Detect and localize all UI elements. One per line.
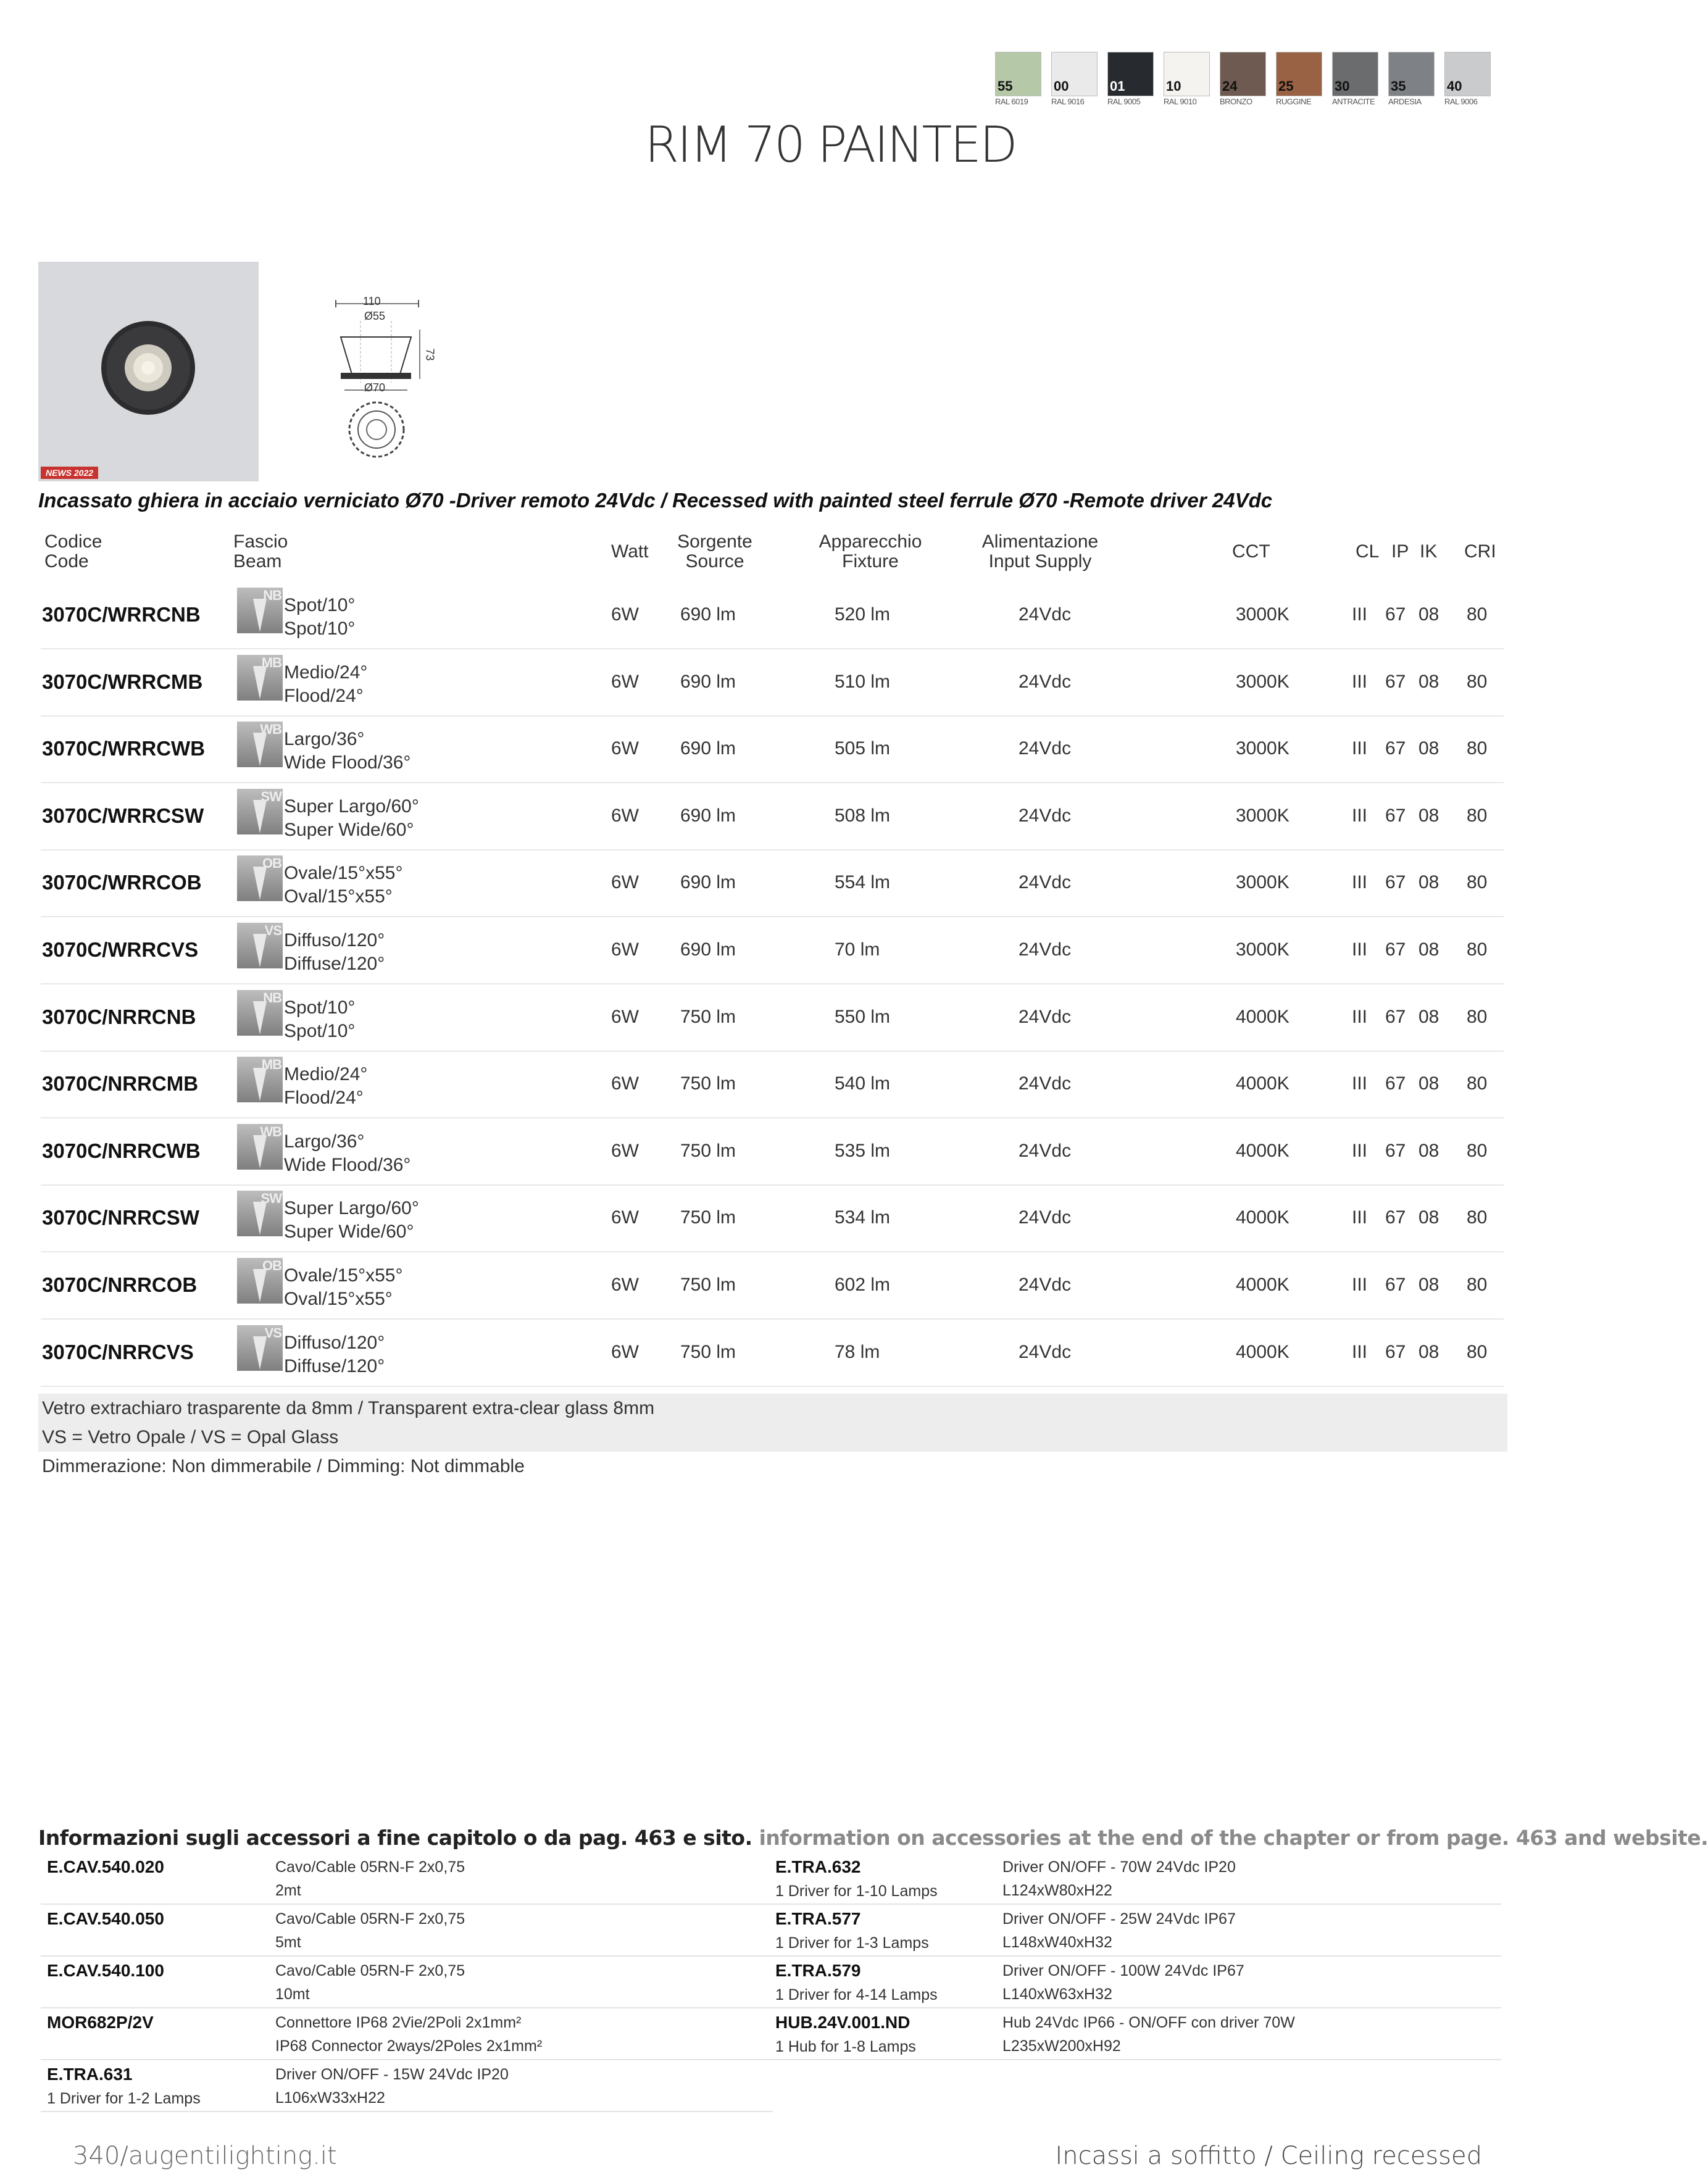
cell-cri: 80: [1467, 1275, 1488, 1295]
header-code: Codice Code: [44, 531, 102, 572]
cell-ip: 67: [1385, 604, 1406, 625]
accessory-desc: Cavo/Cable 05RN-F 2x0,75: [275, 1910, 465, 1928]
cell-ip: 67: [1385, 1140, 1406, 1161]
accessory-code: E.TRA.579: [775, 1961, 861, 1980]
swatch-chip: [1332, 52, 1378, 96]
product-code: 3070C/NRRCVS: [42, 1340, 194, 1363]
beam-text: Super Largo/60° Super Wide/60°: [284, 1198, 419, 1242]
cell-ip: 67: [1385, 939, 1406, 960]
accessory-desc: Cavo/Cable 05RN-F 2x0,75: [275, 1962, 465, 1979]
accessory-spec: IP68 Connector 2ways/2Poles 2x1mm²: [275, 2037, 543, 2055]
product-code: 3070C/NRRCNB: [42, 1005, 196, 1028]
cell-fixture: 520 lm: [835, 604, 891, 625]
note-opal: VS = Vetro Opale / VS = Opal Glass: [38, 1423, 1507, 1452]
cell-fixture: 550 lm: [835, 1006, 891, 1027]
beam-text: Ovale/15°x55° Oval/15°x55°: [284, 1265, 403, 1309]
cell-watt: 6W: [611, 805, 639, 826]
swatch-chip: [1051, 52, 1098, 96]
beam-icon: [237, 789, 283, 834]
swatch-code: 30: [1335, 78, 1350, 94]
beam-icon-label: VS: [264, 1325, 281, 1341]
swatch-code: 25: [1278, 78, 1294, 94]
cell-source: 690 lm: [680, 738, 736, 759]
beam-icon: [237, 588, 283, 633]
beam-icon-label: OB: [262, 1258, 281, 1273]
cell-fixture: 508 lm: [835, 805, 891, 826]
swatch-chip: [1388, 52, 1435, 96]
cell-cri: 80: [1467, 671, 1488, 692]
accessories-title-it: Informazioni sugli accessori a fine capitolo o da pag. 463 e sito.: [38, 1826, 752, 1850]
header-fixture: Apparecchio Fixture: [819, 531, 922, 572]
beam-text: Medio/24° Flood/24°: [284, 662, 368, 706]
cell-cri: 80: [1467, 939, 1488, 960]
table-row: [41, 1118, 1504, 1186]
cell-ik: 08: [1418, 1073, 1439, 1094]
cell-ik: 08: [1418, 939, 1439, 960]
beam-icon-label: NB: [263, 588, 281, 603]
swatch-chip: [995, 52, 1041, 96]
accessory-code: E.TRA.632: [775, 1857, 861, 1876]
cell-input: 24Vdc: [1019, 1207, 1072, 1228]
accessory-spec: 2mt: [275, 1882, 301, 1899]
cell-ip: 67: [1385, 872, 1406, 893]
beam-text: Diffuso/120° Diffuse/120°: [284, 930, 385, 974]
accessory-item: [769, 1853, 1501, 1905]
swatch-code: 24: [1222, 78, 1238, 94]
accessory-sub: 1 Hub for 1-8 Lamps: [775, 2038, 916, 2055]
swatch: [1051, 52, 1098, 106]
cell-cl: III: [1352, 805, 1368, 826]
cell-input: 24Vdc: [1019, 1006, 1072, 1027]
cell-fixture: 70 lm: [835, 939, 880, 960]
product-code: 3070C/WRRCMB: [42, 670, 203, 693]
cell-cct: 4000K: [1236, 1341, 1289, 1362]
swatch: [1444, 52, 1491, 106]
cell-ik: 08: [1418, 1341, 1439, 1362]
cell-watt: 6W: [611, 1207, 639, 1228]
cell-fixture: 554 lm: [835, 872, 891, 893]
cell-cct: 4000K: [1236, 1207, 1289, 1228]
swatch-ral: RUGGINE: [1276, 97, 1312, 106]
product-code: 3070C/WRRCWB: [42, 737, 206, 760]
swatch-code: 35: [1391, 78, 1406, 94]
accessory-sub: 1 Driver for 4-14 Lamps: [775, 1986, 938, 2003]
swatch-chip: [1107, 52, 1154, 96]
swatch-ral: BRONZO: [1220, 97, 1252, 106]
beam-icon: [237, 1124, 283, 1170]
swatch: [1220, 52, 1266, 106]
beam-text: Ovale/15°x55° Oval/15°x55°: [284, 863, 403, 907]
product-code: 3070C/NRRCMB: [42, 1072, 199, 1096]
beam-text: Super Largo/60° Super Wide/60°: [284, 796, 419, 840]
cell-fixture: 78 lm: [835, 1341, 880, 1362]
note-dimming: Dimmerazione: Non dimmerabile / Dimming: Not dimmable: [42, 1456, 525, 1476]
product-photo: [38, 262, 259, 481]
cell-source: 750 lm: [680, 1341, 736, 1362]
cell-cct: 3000K: [1236, 805, 1289, 826]
cell-watt: 6W: [611, 671, 639, 692]
accessory-spec: L235xW200xH92: [1002, 2037, 1121, 2055]
swatch-ral: ANTRACITE: [1332, 97, 1375, 106]
cell-cct: 4000K: [1236, 1073, 1289, 1094]
accessory-code: E.CAV.540.100: [47, 1961, 164, 1980]
cell-cl: III: [1352, 1275, 1368, 1295]
accessory-spec: 10mt: [275, 1986, 310, 2003]
accessory-item: [769, 1957, 1501, 2008]
cell-cct: 3000K: [1236, 604, 1289, 625]
dim-d70: Ø70: [364, 381, 386, 394]
cell-fixture: 510 lm: [835, 671, 891, 692]
beam-icon-label: NB: [263, 989, 281, 1005]
notes: [38, 1394, 1507, 1481]
product-code: 3070C/WRRCNB: [42, 603, 201, 626]
accessory-item: [41, 1853, 773, 1905]
product-code: 3070C/WRRCVS: [42, 938, 199, 961]
header-beam: Fascio Beam: [233, 531, 288, 572]
cell-cri: 80: [1467, 805, 1488, 826]
accessory-desc: Connettore IP68 2Vie/2Poli 2x1mm²: [275, 2014, 522, 2031]
cell-ik: 08: [1418, 738, 1439, 759]
beam-text: Largo/36° Wide Flood/36°: [284, 729, 411, 773]
cell-ip: 67: [1385, 738, 1406, 759]
accessory-item: [41, 1905, 773, 1957]
cell-input: 24Vdc: [1019, 872, 1072, 893]
cell-cct: 3000K: [1236, 671, 1289, 692]
cell-fixture: 540 lm: [835, 1073, 891, 1094]
cell-input: 24Vdc: [1019, 1341, 1072, 1362]
cell-watt: 6W: [611, 738, 639, 759]
dim-d55: Ø55: [364, 310, 386, 322]
cell-watt: 6W: [611, 1275, 639, 1295]
footer-section: Incassi a soffitto / Ceiling recessed: [1055, 2142, 1482, 2170]
header-ik: IK: [1420, 541, 1438, 562]
beam-icon-label: VS: [264, 923, 281, 938]
beam-icon-label: MB: [261, 1057, 281, 1073]
cell-cl: III: [1352, 872, 1368, 893]
swatch-code: 01: [1110, 78, 1125, 94]
cell-cl: III: [1352, 604, 1368, 625]
beam-icon-label: SW: [260, 788, 281, 804]
swatch-ral: ARDESIA: [1388, 97, 1422, 106]
cell-cct: 3000K: [1236, 939, 1289, 960]
note-glass: Vetro extrachiaro trasparente da 8mm / Transparent extra-clear glass 8mm: [38, 1394, 1507, 1423]
beam-icon-label: MB: [261, 654, 281, 670]
cell-source: 690 lm: [680, 805, 736, 826]
beam-text: Medio/24° Flood/24°: [284, 1064, 368, 1109]
beam-icon: [237, 1258, 283, 1304]
dim-73: 73: [423, 348, 436, 361]
table-row: [41, 1184, 1504, 1252]
cell-cri: 80: [1467, 872, 1488, 893]
cell-fixture: 602 lm: [835, 1275, 891, 1295]
beam-text: Spot/10° Spot/10°: [284, 595, 356, 639]
cell-ik: 08: [1418, 872, 1439, 893]
news-badge: NEWS 2022: [41, 467, 98, 479]
accessory-code: E.CAV.540.020: [47, 1857, 164, 1876]
header-ip: IP: [1391, 541, 1409, 562]
swatch-ral: RAL 9010: [1164, 97, 1197, 106]
cell-ik: 08: [1418, 671, 1439, 692]
cell-source: 690 lm: [680, 939, 736, 960]
cell-ip: 67: [1385, 805, 1406, 826]
accessory-desc: Hub 24Vdc IP66 - ON/OFF con driver 70W: [1002, 2014, 1295, 2031]
product-code: 3070C/NRRCOB: [42, 1273, 198, 1296]
cell-source: 690 lm: [680, 872, 736, 893]
cell-watt: 6W: [611, 939, 639, 960]
table-row: [41, 783, 1504, 851]
cell-fixture: 505 lm: [835, 738, 891, 759]
cell-source: 690 lm: [680, 604, 736, 625]
finish-swatches: [995, 52, 1489, 111]
product-code: 3070C/NRRCSW: [42, 1206, 199, 1229]
accessory-code: HUB.24V.001.ND: [775, 2013, 910, 2032]
cell-fixture: 534 lm: [835, 1207, 891, 1228]
product-subtitle: Incassato ghiera in acciaio verniciato Ø70 -Driver remoto 24Vdc / Recessed with painted steel ferrule Ø70 -Remote driver 24Vdc: [38, 489, 1273, 512]
cell-source: 690 lm: [680, 671, 736, 692]
accessory-desc: Driver ON/OFF - 100W 24Vdc IP67: [1002, 1962, 1244, 1979]
header-source: Sorgente Source: [677, 531, 752, 572]
cell-watt: 6W: [611, 1140, 639, 1161]
swatch-code: 40: [1447, 78, 1462, 94]
beam-icon: [237, 1325, 283, 1371]
swatch: [1332, 52, 1378, 106]
cell-ip: 67: [1385, 1275, 1406, 1295]
cell-ip: 67: [1385, 1207, 1406, 1228]
cell-ip: 67: [1385, 671, 1406, 692]
swatch: [1276, 52, 1322, 106]
swatch-chip: [1276, 52, 1322, 96]
header-cl: CL: [1356, 541, 1380, 562]
accessory-item: [769, 1905, 1501, 1957]
product-image: [38, 262, 259, 481]
swatch-chip: [1164, 52, 1210, 96]
cell-watt: 6W: [611, 1341, 639, 1362]
footer-page: 340/augentilighting.it: [73, 2142, 337, 2170]
accessory-spec: 5mt: [275, 1934, 301, 1951]
beam-icon-label: OB: [262, 855, 281, 872]
beam-icon: [237, 655, 283, 701]
beam-icon-label: WB: [260, 722, 281, 738]
beam-icon: [237, 923, 283, 968]
accessory-sub: 1 Driver for 1-2 Lamps: [47, 2090, 201, 2107]
swatch: [995, 52, 1041, 106]
cell-cl: III: [1352, 738, 1368, 759]
header-input: Alimentazione Input Supply: [981, 531, 1099, 572]
cell-source: 750 lm: [680, 1073, 736, 1094]
swatch: [1107, 52, 1154, 106]
cell-cri: 80: [1467, 1207, 1488, 1228]
cell-fixture: 535 lm: [835, 1140, 891, 1161]
cell-input: 24Vdc: [1019, 671, 1072, 692]
cell-watt: 6W: [611, 604, 639, 625]
cell-input: 24Vdc: [1019, 1073, 1072, 1094]
accessory-spec: L106xW33xH22: [275, 2089, 385, 2107]
page-title: RIM 70 PAINTED: [644, 116, 1016, 173]
cell-cl: III: [1352, 1006, 1368, 1027]
cell-cl: III: [1352, 1207, 1368, 1228]
swatch-chip: [1444, 52, 1491, 96]
beam-icon: [237, 1057, 283, 1102]
swatch-ral: RAL 6019: [995, 97, 1028, 106]
swatch-ral: RAL 9006: [1444, 97, 1478, 106]
cell-source: 750 lm: [680, 1006, 736, 1027]
cell-ip: 67: [1385, 1341, 1406, 1362]
accessory-code: E.TRA.577: [775, 1909, 861, 1928]
beam-icon: [237, 722, 283, 767]
cell-ik: 08: [1418, 1275, 1439, 1295]
cell-ip: 67: [1385, 1006, 1406, 1027]
cell-cl: III: [1352, 671, 1368, 692]
table-row: [41, 715, 1504, 783]
cell-cct: 4000K: [1236, 1006, 1289, 1027]
table-row: [41, 649, 1504, 717]
cell-input: 24Vdc: [1019, 738, 1072, 759]
table-row: [41, 917, 1504, 984]
accessory-code: E.TRA.631: [47, 2065, 133, 2084]
accessory-code: E.CAV.540.050: [47, 1909, 164, 1928]
cell-ik: 08: [1418, 1207, 1439, 1228]
accessory-item: [41, 1957, 773, 2008]
accessory-item: [41, 2008, 773, 2060]
cell-input: 24Vdc: [1019, 604, 1072, 625]
cell-cct: 4000K: [1236, 1140, 1289, 1161]
accessory-item: [41, 2060, 773, 2112]
cell-watt: 6W: [611, 1073, 639, 1094]
accessories-title-en: information on accessories at the end of the chapter or from page. 463 and website.: [759, 1826, 1708, 1850]
cell-watt: 6W: [611, 872, 639, 893]
table-row: [41, 581, 1504, 649]
cell-cri: 80: [1467, 604, 1488, 625]
swatch-code: 10: [1166, 78, 1181, 94]
accessory-item: [769, 2008, 1501, 2060]
cell-cct: 4000K: [1236, 1275, 1289, 1295]
beam-text: Diffuso/120° Diffuse/120°: [284, 1332, 385, 1376]
table-row: [41, 849, 1504, 917]
dim-110: 110: [363, 295, 381, 307]
table-row: [41, 1050, 1504, 1118]
cell-cri: 80: [1467, 1073, 1488, 1094]
cell-cl: III: [1352, 1341, 1368, 1362]
swatch-code: 00: [1054, 78, 1069, 94]
cell-input: 24Vdc: [1019, 1275, 1072, 1295]
beam-icon-label: WB: [260, 1123, 281, 1139]
cell-cl: III: [1352, 939, 1368, 960]
cell-input: 24Vdc: [1019, 805, 1072, 826]
cell-cri: 80: [1467, 738, 1488, 759]
accessory-spec: L140xW63xH32: [1002, 1986, 1112, 2003]
accessory-desc: Driver ON/OFF - 25W 24Vdc IP67: [1002, 1910, 1236, 1928]
cell-source: 750 lm: [680, 1140, 736, 1161]
accessory-code: MOR682P/2V: [47, 2013, 154, 2032]
beam-icon: [237, 855, 283, 901]
product-code: 3070C/WRRCOB: [42, 871, 202, 894]
cell-cri: 80: [1467, 1140, 1488, 1161]
accessory-spec: L148xW40xH32: [1002, 1934, 1112, 1951]
product-code: 3070C/WRRCSW: [42, 804, 204, 827]
table-row: [41, 1252, 1504, 1320]
beam-icon: [237, 990, 283, 1036]
accessory-desc: Driver ON/OFF - 70W 24Vdc IP20: [1002, 1858, 1236, 1876]
cell-ik: 08: [1418, 805, 1439, 826]
cell-input: 24Vdc: [1019, 939, 1072, 960]
swatch-chip: [1220, 52, 1266, 96]
header-cct: CCT: [1232, 541, 1270, 562]
header-cri: CRI: [1464, 541, 1496, 562]
accessories-title: [38, 1826, 1708, 1850]
cell-watt: 6W: [611, 1006, 639, 1027]
accessory-sub: 1 Driver for 1-10 Lamps: [775, 1883, 938, 1900]
cell-input: 24Vdc: [1019, 1140, 1072, 1161]
swatch-ral: RAL 9005: [1107, 97, 1141, 106]
swatch: [1164, 52, 1210, 106]
beam-text: Largo/36° Wide Flood/36°: [284, 1131, 411, 1175]
cell-ik: 08: [1418, 1006, 1439, 1027]
table-row: [41, 1319, 1504, 1387]
swatch-ral: RAL 9016: [1051, 97, 1085, 106]
header-watt: Watt: [611, 541, 649, 562]
cell-ip: 67: [1385, 1073, 1406, 1094]
accessory-desc: Driver ON/OFF - 15W 24Vdc IP20: [275, 2066, 509, 2083]
beam-text: Spot/10° Spot/10°: [284, 997, 356, 1041]
cell-cri: 80: [1467, 1006, 1488, 1027]
cell-ik: 08: [1418, 1140, 1439, 1161]
table-row: [41, 984, 1504, 1052]
accessory-sub: 1 Driver for 1-3 Lamps: [775, 1934, 929, 1952]
cell-source: 750 lm: [680, 1207, 736, 1228]
cell-cl: III: [1352, 1073, 1368, 1094]
cell-ik: 08: [1418, 604, 1439, 625]
cell-cl: III: [1352, 1140, 1368, 1161]
accessory-desc: Cavo/Cable 05RN-F 2x0,75: [275, 1858, 465, 1876]
swatch-code: 55: [998, 78, 1013, 94]
accessory-spec: L124xW80xH22: [1002, 1882, 1112, 1899]
cell-cri: 80: [1467, 1341, 1488, 1362]
beam-icon: [237, 1191, 283, 1236]
beam-icon-label: SW: [260, 1191, 281, 1207]
cell-source: 750 lm: [680, 1275, 736, 1295]
cell-cct: 3000K: [1236, 872, 1289, 893]
swatch: [1388, 52, 1435, 106]
product-code: 3070C/NRRCWB: [42, 1139, 201, 1162]
technical-drawing: [327, 293, 451, 465]
cell-cct: 3000K: [1236, 738, 1289, 759]
